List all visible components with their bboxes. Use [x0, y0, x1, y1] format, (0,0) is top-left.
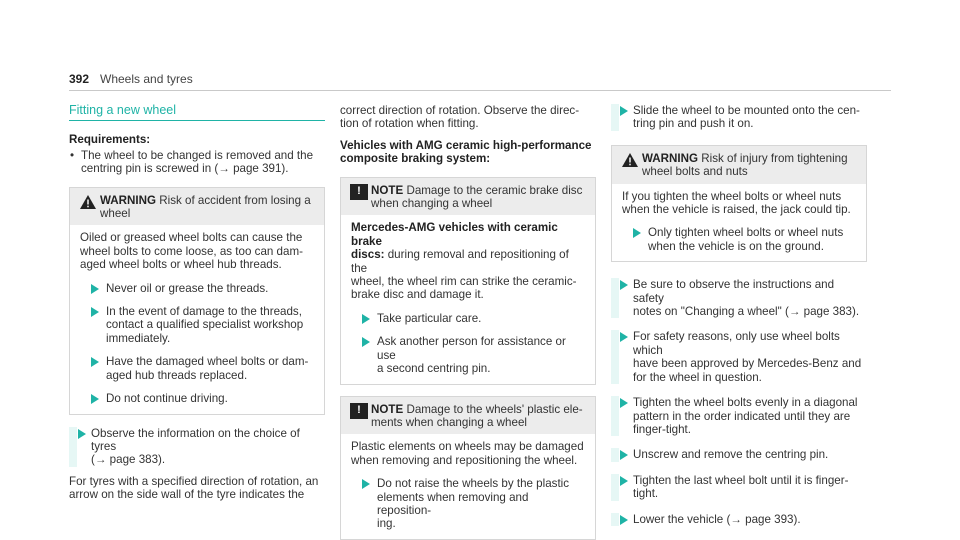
- chapter-title: Wheels and tyres: [100, 72, 193, 86]
- warning-box: [69, 187, 325, 415]
- arrow-icon: [362, 314, 370, 324]
- warning-label: WARNING: [100, 193, 157, 207]
- step-item: Be sure to observe the instructions and safety notes on "Changing a wheel" (→ page 383).: [611, 278, 867, 318]
- warning-header: WARNING Risk of injury from tightening wheel bolts and nuts: [612, 146, 866, 184]
- page-number: 392: [69, 72, 90, 86]
- arrow-icon: [620, 332, 628, 342]
- step-bar: [611, 448, 619, 461]
- column-2: [340, 104, 596, 540]
- step-item: Tighten the last wheel bolt until it is finger- tight.: [611, 474, 867, 501]
- arrow-icon: [620, 106, 628, 116]
- note-header: ! NOTE Damage to the wheels' plastic ele- ments when changing a wheel: [341, 397, 595, 435]
- step-item: Lower the vehicle (→ page 393).: [611, 513, 867, 526]
- note-label: NOTE: [371, 183, 404, 197]
- step-item: In the event of damage to the threads, contact a qualified specialist workshop immediately.: [80, 305, 314, 345]
- bullet-icon: •: [70, 148, 75, 162]
- paragraph: For tyres with a specified direction of rotation, an arrow on the side wall of the tyre indicates the: [69, 474, 319, 502]
- step-item: Observe the information on the choice of tyres (→ page 383).: [69, 427, 325, 467]
- step-bar: [611, 330, 619, 384]
- note-box: [340, 177, 596, 385]
- note-body: Plastic elements on wheels may be damaged when removing and repositioning the wheel. Do not raise the wheels by the plastic elements when removing and reposition- ing.: [351, 440, 584, 531]
- section-title: Fitting a new wheel: [69, 104, 325, 121]
- step-item: Have the damaged wheel bolts or dam- aged hub threads replaced.: [80, 355, 314, 382]
- arrow-icon: [620, 515, 628, 525]
- arrow-icon: [91, 357, 99, 367]
- note-body: Mercedes-AMG vehicles with ceramic brake discs: during removal and repositioning of the wheel, the wheel rim can strike the ceramic- brake disc and damage it. Take particular care. Ask another person for assistance or use a second centring pin.: [341, 215, 595, 383]
- arrow-icon: [620, 280, 628, 290]
- step-bar: [611, 278, 619, 318]
- arrow-icon: [633, 228, 641, 238]
- warning-body: Oiled or greased wheel bolts can cause the wheel bolts to come loose, as too can dam- aged wheel bolts or wheel hub threads. Never oil or grease the threads. In the event of damage to the threads, contact a qualified specialist workshop immediately. Have the damaged wheel bolts or dam- aged hub threads replaced. Do not continue driving.: [70, 225, 324, 413]
- requirement-item: • The wheel to be changed is removed and the centring pin is screwed in (→ page 391).: [70, 148, 314, 176]
- paragraph: correct direction of rotation. Observe the direc- tion of rotation when fitting.: [340, 104, 580, 131]
- step-bar: [611, 396, 619, 436]
- step-item: Tighten the wheel bolts evenly in a diagonal pattern in the order indicated until they are finger-tight.: [611, 396, 867, 436]
- step-item: Ask another person for assistance or use a second centring pin.: [351, 335, 585, 375]
- warning-triangle-icon: [79, 194, 97, 210]
- step-item: Do not raise the wheels by the plastic elements when removing and reposition- ing.: [351, 477, 585, 531]
- warning-triangle-icon: [621, 152, 639, 168]
- step-bar: [611, 104, 619, 131]
- page-header: [69, 73, 891, 93]
- arrow-icon: [91, 307, 99, 317]
- note-header: ! NOTE Damage to the ceramic brake disc when changing a wheel: [341, 178, 595, 216]
- arrow-icon: [620, 450, 628, 460]
- step-item: Never oil or grease the threads.: [80, 282, 314, 295]
- step-bar: [611, 513, 619, 526]
- warning-box: [611, 145, 867, 262]
- step-bar: [69, 427, 77, 467]
- requirements-label: Requirements:: [69, 133, 151, 147]
- warning-header: WARNING Risk of accident from losing a wheel: [70, 188, 324, 226]
- arrow-icon: [620, 476, 628, 486]
- column-3: [611, 104, 867, 526]
- notice-icon: !: [350, 403, 368, 419]
- step-item: Slide the wheel to be mounted onto the cen- tring pin and push it on.: [611, 104, 867, 131]
- step-item: Do not continue driving.: [80, 392, 314, 405]
- arrow-icon: [620, 398, 628, 408]
- warning-body: If you tighten the wheel bolts or wheel nuts when the vehicle is raised, the jack could tip. Only tighten wheel bolts or wheel nuts when the vehicle is on the ground.: [612, 184, 866, 262]
- arrow-icon: [362, 337, 370, 347]
- notice-icon: !: [350, 184, 368, 200]
- warning-label: WARNING: [642, 151, 699, 165]
- arrow-icon: [78, 429, 86, 439]
- step-item: For safety reasons, only use wheel bolts which have been approved by Mercedes-Benz and for the wheel in question.: [611, 330, 867, 384]
- header-rule: [69, 90, 891, 91]
- note-label: NOTE: [371, 402, 404, 416]
- column-1: [69, 104, 325, 502]
- note-box: [340, 396, 596, 540]
- subheading: Vehicles with AMG ceramic high-performance composite braking system:: [340, 138, 592, 166]
- arrow-icon: [362, 479, 370, 489]
- step-item: Take particular care.: [351, 312, 585, 325]
- step-item: Unscrew and remove the centring pin.: [611, 448, 867, 461]
- step-item: Only tighten wheel bolts or wheel nuts when the vehicle is on the ground.: [622, 226, 856, 253]
- step-bar: [611, 474, 619, 501]
- arrow-icon: [91, 394, 99, 404]
- arrow-icon: [91, 284, 99, 294]
